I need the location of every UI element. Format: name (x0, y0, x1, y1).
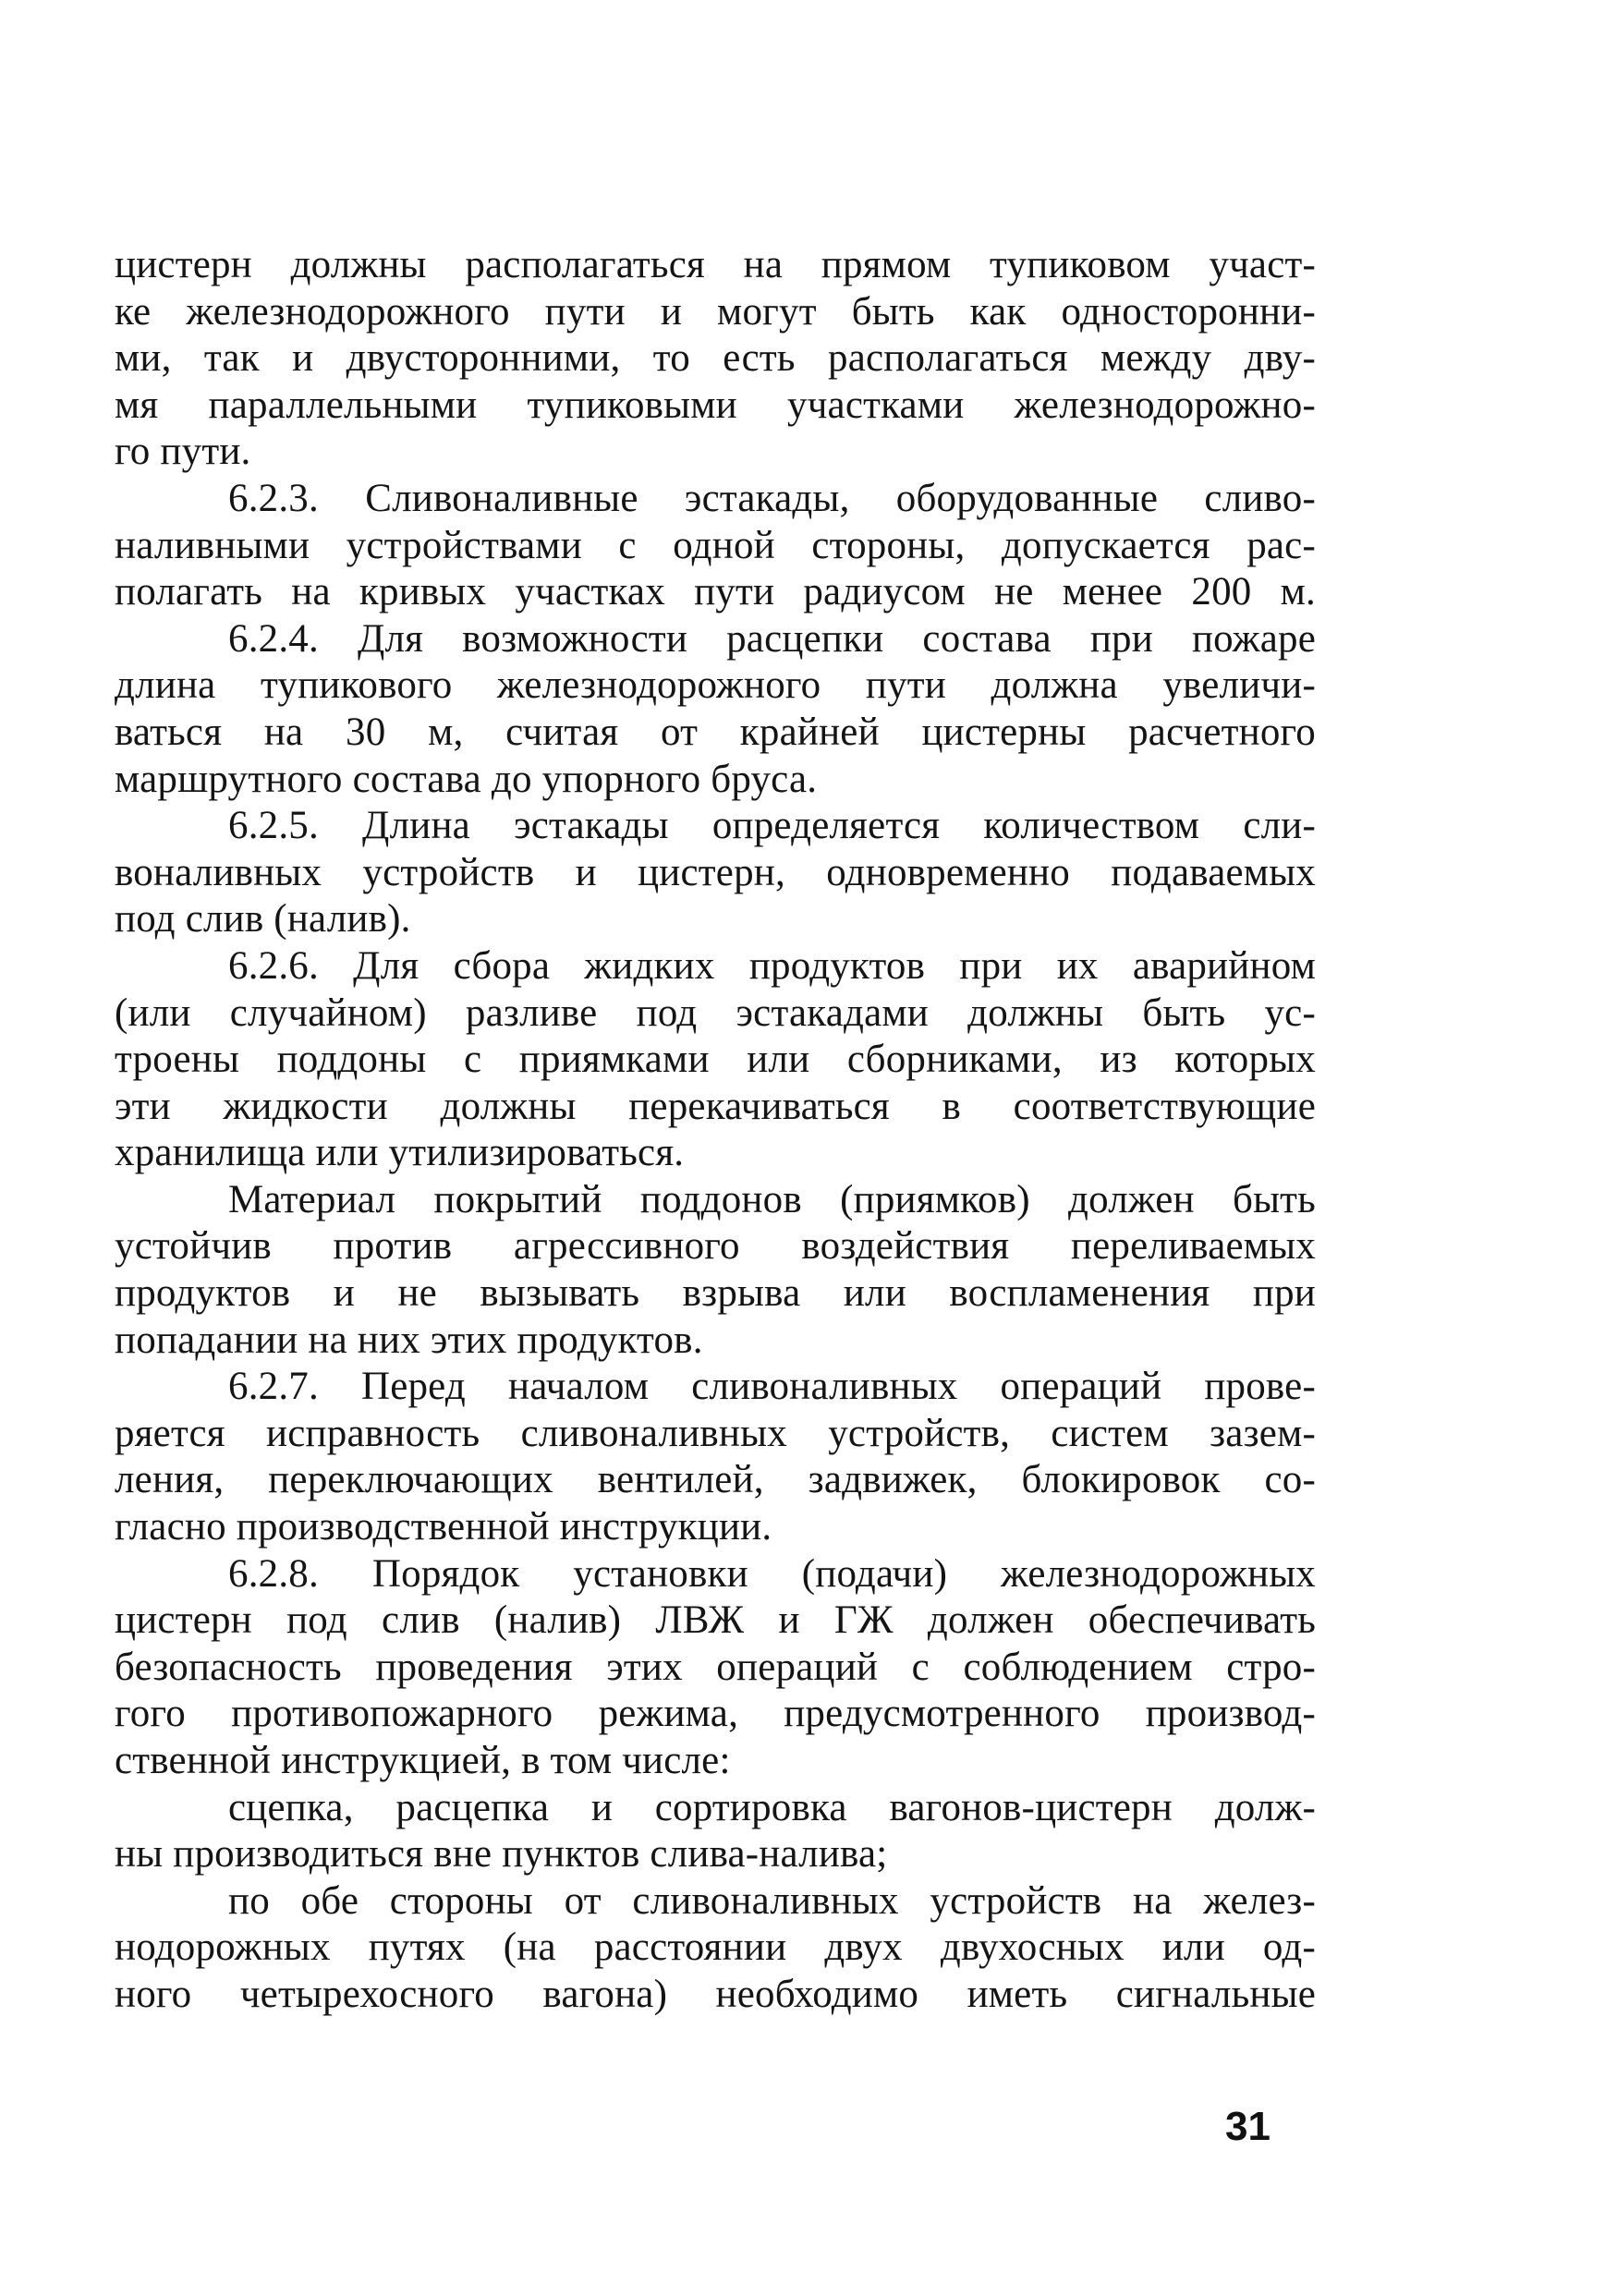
text-line: Материал покрытий поддонов (приямков) должен быть (228, 1177, 1316, 1221)
text-line: мя параллельными тупиковыми участками железнодорожно- (115, 383, 1316, 427)
text-line: наливными устройствами с одной стороны, допускается рас- (115, 523, 1316, 567)
text-line: длина тупикового железнодорожного пути должна увеличи- (115, 663, 1316, 708)
text-line: 6.2.5. Длина эстакады определяется количеством сли- (228, 804, 1316, 848)
text-line: устойчив против агрессивного воздействия переливаемых (115, 1224, 1316, 1269)
text-line: полагать на кривых участках пути радиусом не менее 200 м. (115, 570, 1316, 614)
text-line: ряется исправность сливоналивных устройств, систем зазем- (115, 1411, 1316, 1455)
text-line: хранилища или утилизироваться. (115, 1131, 685, 1175)
text-line: сцепка, расцепка и сортировка вагонов-цистерн долж- (228, 1785, 1316, 1829)
text-line: ми, так и двусторонними, то есть располагаться между дву- (115, 336, 1316, 381)
text-line: троены поддоны с приямками или сборниками, из которых (115, 1038, 1316, 1082)
text-line: ного четырехосного вагона) необходимо иметь сигнальные (115, 1972, 1316, 2016)
text-line: цистерн должны располагаться на прямом тупиковом участ- (115, 243, 1316, 286)
page-text-body (115, 242, 1316, 2019)
text-line: под слив (налив). (115, 897, 411, 941)
text-line: маршрутного состава до упорного бруса. (115, 757, 818, 801)
text-line: цистерн под слив (налив) ЛВЖ и ГЖ должен обеспечивать (115, 1598, 1316, 1643)
text-line: воналивных устройств и цистерн, одновременно подаваемых (115, 850, 1316, 894)
text-line: ваться на 30 м, считая от крайней цистерны расчетного (115, 710, 1316, 754)
text-line: попадании на них этих продуктов. (115, 1318, 703, 1362)
text-line: ственной инструкцией, в том числе: (115, 1739, 731, 1782)
text-line: 6.2.3. Сливоналивные эстакады, оборудованные сливо- (228, 476, 1316, 520)
text-line: безопасность проведения этих операций с соблюдением стро- (115, 1645, 1316, 1689)
text-line: 6.2.4. Для возможности расцепки состава при пожаре (228, 616, 1316, 661)
text-line: 6.2.6. Для сбора жидких продуктов при их аварийном (228, 943, 1316, 988)
text-line: гого противопожарного режима, предусмотренного производ- (115, 1692, 1316, 1736)
text-line: 6.2.8. Порядок установки (подачи) железнодорожных (228, 1551, 1316, 1596)
text-line: продуктов и не вызывать взрыва или воспламенения при (115, 1271, 1316, 1316)
text-line: (или случайном) разливе под эстакадами должны быть ус- (115, 990, 1316, 1035)
text-line: ке железнодорожного пути и могут быть как односторонни- (115, 289, 1316, 334)
text-line: гласно производственной инструкции. (115, 1505, 772, 1549)
page-number: 31 (1225, 2104, 1270, 2149)
text-line: ления, переключающих вентилей, задвижек, блокировок со- (115, 1458, 1316, 1502)
text-line: по обе стороны от сливоналивных устройств на желез- (228, 1878, 1316, 1923)
text-line: 6.2.7. Перед началом сливоналивных операций прове- (228, 1365, 1316, 1409)
text-line: эти жидкости должны перекачиваться в соответствующие (115, 1084, 1316, 1128)
text-line: го пути. (115, 430, 251, 474)
text-line: нодорожных путях (на расстоянии двух двухосных или од- (115, 1925, 1316, 1970)
text-line: ны производиться вне пунктов слива-налива; (115, 1832, 888, 1877)
